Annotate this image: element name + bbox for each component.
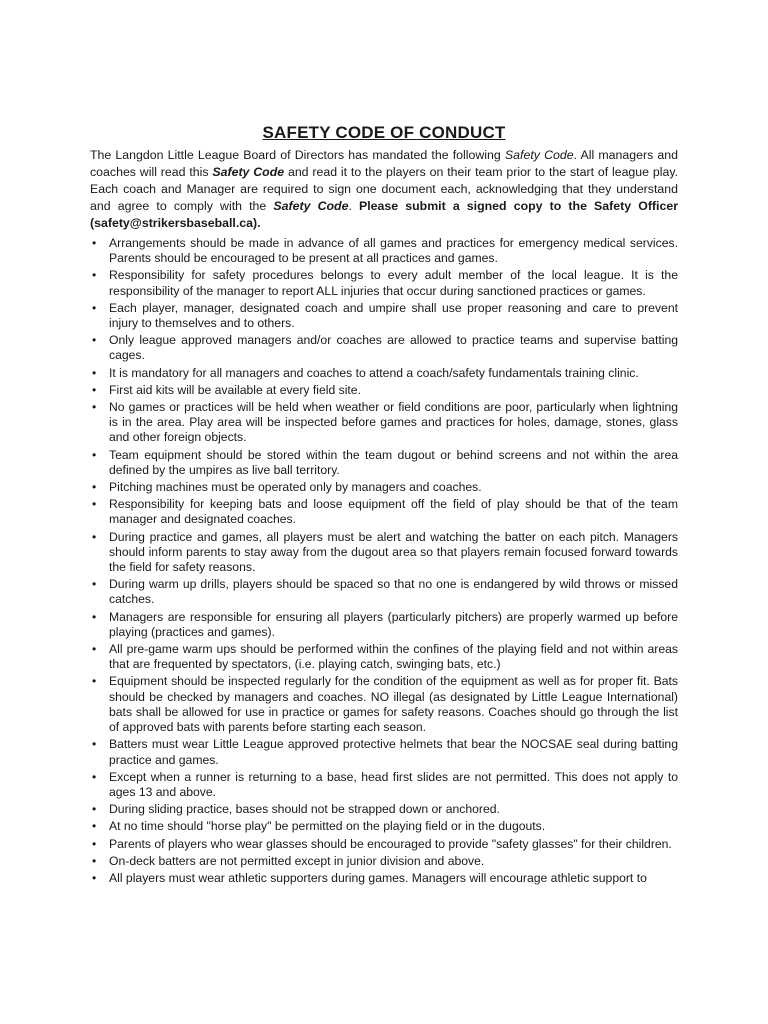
rule-text: All pre-game warm ups should be performed within the confines of the playing field and not within areas that are frequented by spectators, (i.e. playing catch, swinging bats, etc.): [109, 642, 678, 672]
rule-item: [90, 770, 678, 800]
rule-item: [90, 236, 678, 266]
rule-text: It is mandatory for all managers and coaches to attend a coach/safety fundamentals training clinic.: [109, 365, 639, 380]
rule-item: [90, 577, 678, 607]
bullet-icon: •: [92, 529, 97, 544]
rule-item: [90, 737, 678, 767]
rule-item: [90, 448, 678, 478]
rule-text: Responsibility for safety procedures belongs to every adult member of the local league. It is the responsibility of the manager to report ALL injuries that occur during sanctioned practices or games.: [109, 268, 678, 298]
rule-item: [90, 802, 678, 817]
rule-item: [90, 674, 678, 735]
bullet-icon: •: [92, 577, 97, 592]
rule-item: [90, 497, 678, 527]
bullet-icon: •: [92, 480, 97, 495]
rule-item: [90, 530, 678, 576]
rule-text: Managers are responsible for ensuring all players (particularly pitchers) are properly warmed up before playing (practices and games).: [109, 609, 678, 639]
bullet-icon: •: [92, 769, 97, 784]
bullet-icon: •: [92, 674, 97, 689]
rule-text: Each player, manager, designated coach and umpire shall use proper reasoning and care to prevent injury to themselves and to others.: [109, 300, 678, 331]
intro-text-1: The Langdon Little League Board of Directors has mandated the following: [90, 148, 505, 162]
rule-item: [90, 268, 678, 298]
rule-item: [90, 400, 678, 446]
bullet-icon: •: [92, 819, 97, 834]
rule-item: [90, 854, 678, 869]
rule-text: On-deck batters are not permitted except in junior division and above.: [109, 853, 485, 868]
intro-paragraph: [90, 147, 678, 232]
rule-text: All players must wear athletic supporters during games. Managers will encourage athletic support to: [109, 870, 647, 885]
bullet-icon: •: [92, 497, 97, 512]
bullet-icon: •: [92, 642, 97, 657]
bullet-icon: •: [92, 853, 97, 868]
rule-text: Pitching machines must be operated only by managers and coaches.: [109, 480, 482, 495]
rule-text: At no time should "horse play" be permitted on the playing field or in the dugouts.: [109, 819, 546, 834]
rule-item: [90, 333, 678, 363]
bullet-icon: •: [92, 447, 97, 462]
bullet-icon: •: [92, 870, 97, 885]
rule-text: Except when a runner is returning to a base, head first slides are not permitted. This does not apply to ages 13 and above.: [109, 769, 678, 799]
bullet-icon: •: [92, 802, 97, 817]
safety-code-italic: Safety Code: [504, 148, 574, 162]
rule-item: [90, 819, 678, 834]
bullet-icon: •: [92, 236, 97, 250]
rule-text: No games or practices will be held when weather or field conditions are poor, particularly when lightning is in the area. Play area will be inspected before games and practices for holes, damage, stones, glass and other foreign objects.: [109, 400, 678, 445]
rule-text: During practice and games, all players must be alert and watching the batter on each pitch. Managers should inform parents to stay away from the dugout area so that players remain focused forward towards the field for safety reasons.: [109, 529, 678, 575]
intro-text-4: .: [348, 199, 359, 213]
rule-text: During sliding practice, bases should not be strapped down or anchored.: [109, 802, 500, 817]
rule-text: Only league approved managers and/or coaches are allowed to practice teams and supervise batting cages.: [109, 333, 678, 363]
bullet-icon: •: [92, 300, 97, 315]
bullet-icon: •: [92, 268, 97, 283]
bullet-icon: •: [92, 365, 97, 380]
bullet-icon: •: [92, 382, 97, 397]
rule-text: Batters must wear Little League approved protective helmets that bear the NOCSAE seal during batting practice and games.: [109, 737, 678, 767]
rule-item: [90, 642, 678, 672]
bullet-icon: •: [92, 836, 97, 851]
intro-text-3: and read it to the players on their team prior to the start of league play. Each coach and Manager are required to sign one document each, acknowledging that they understand and agree to comply with the: [90, 165, 679, 213]
bullet-icon: •: [92, 333, 97, 348]
rule-item: [90, 383, 678, 398]
rule-text: During warm up drills, players should be spaced so that no one is endangered by wild throws or missed catches.: [109, 577, 678, 607]
rule-item: [90, 837, 678, 852]
rule-item: [90, 366, 678, 381]
bullet-icon: •: [92, 400, 97, 415]
intro-text-2: . All managers and coaches will read this: [90, 148, 679, 179]
bullet-icon: •: [92, 737, 97, 752]
rule-text: Equipment should be inspected regularly for the condition of the equipment as well as for proper fit. Bats should be checked by managers and coaches. NO illegal (as designated by Little League International) bats shall be allowed for use in practice or games for safety reasons. Coaches should go through the list of approved bats with parents before starting each season.: [109, 674, 678, 735]
submit-instruction: Please submit a signed copy to the Safety Officer (safety@strikersbaseball.ca).: [90, 199, 679, 230]
rule-text: Parents of players who wear glasses should be encouraged to provide "safety glasses" for their children.: [109, 836, 672, 851]
rule-text: Responsibility for keeping bats and loose equipment off the field of play should be that of the team manager and designated coaches.: [109, 497, 678, 527]
rule-text: Arrangements should be made in advance of all games and practices for emergency medical services. Parents should be encouraged to be present at all practices and games.: [109, 236, 678, 266]
rules-list: [90, 236, 678, 888]
rule-item: [90, 871, 678, 886]
bullet-icon: •: [92, 609, 97, 624]
rule-item: [90, 480, 678, 495]
rule-text: First aid kits will be available at every field site.: [109, 382, 361, 397]
rule-item: [90, 610, 678, 640]
rule-text: Team equipment should be stored within the team dugout or behind screens and not within the area defined by the umpires as live ball territory.: [109, 447, 678, 477]
rule-item: [90, 301, 678, 331]
page-title: SAFETY CODE OF CONDUCT: [262, 123, 506, 142]
safety-code-bold-1: Safety Code: [212, 165, 285, 179]
safety-code-bold-2: Safety Code: [273, 199, 349, 213]
